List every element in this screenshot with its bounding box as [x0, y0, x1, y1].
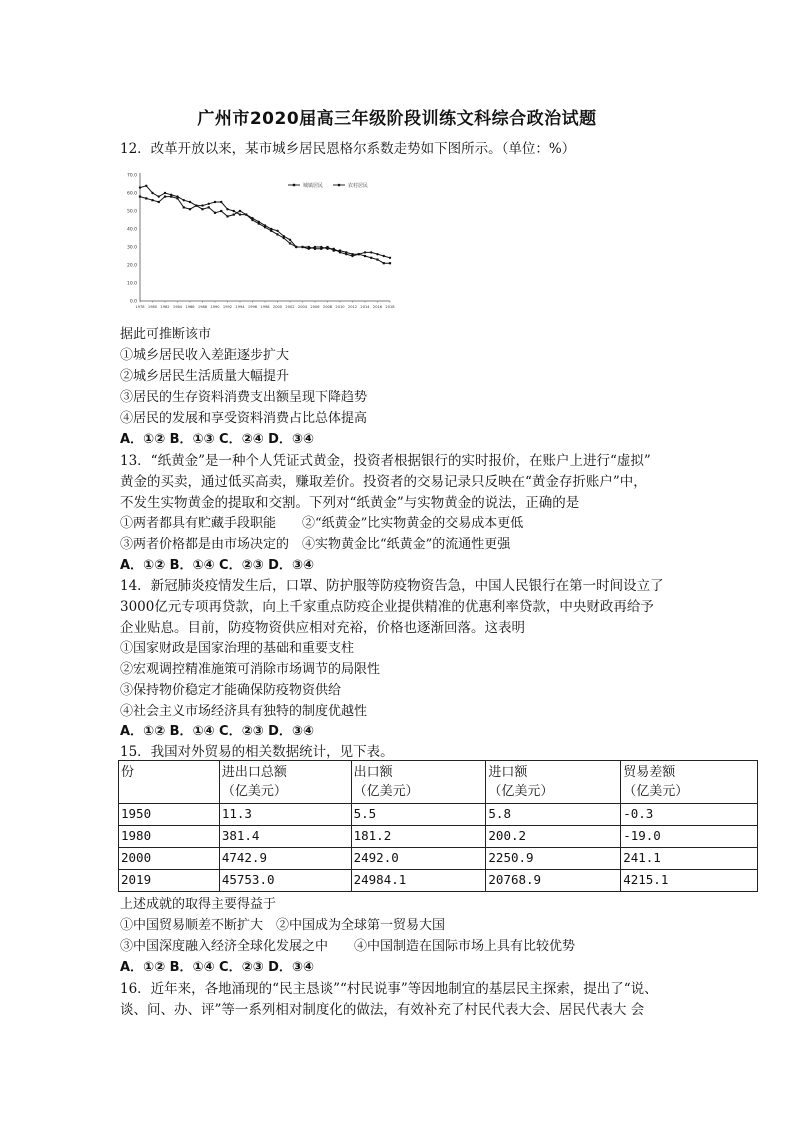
x-tick-label: 2010: [335, 305, 345, 309]
q15-option-line-2: ③中国深度融入经济全球化发展之中 ④中国制造在国际市场上具有比较优势: [120, 939, 576, 954]
cell-import: 200.2: [486, 826, 621, 848]
page-title: 广州市2020届高三年级阶段训练文科综合政治试题: [197, 109, 597, 129]
q16-stem-line-2: 谈、问、办、评”等一系列相对制度化的做法，有效补充了村民代表大会、居民代表大 会: [120, 1002, 645, 1018]
data-point-rural: [226, 208, 228, 210]
q14-stem-line-2: 3000亿元专项再贷款，向上千家重点防疫企业提供精准的优惠利率贷款，中央财政再给予: [120, 599, 654, 615]
data-point-urban: [158, 201, 160, 203]
x-tick-label: 1980: [147, 305, 158, 309]
q13-option-line-1: ①两者都具有贮藏手段职能 ②“纸黄金”比实物黄金的交易成本更低: [120, 516, 524, 531]
data-point-rural: [170, 194, 172, 196]
x-tick-label: 1992: [222, 305, 233, 309]
q12-option-1: ①城乡居民收入差距逐步扩大: [120, 348, 290, 363]
data-point-urban: [164, 196, 166, 198]
q12-answer-choices: A．①② B．①③ C．②④ D．③④: [120, 432, 314, 447]
data-point-rural: [295, 246, 297, 248]
q13-answer-choices: A．①② B．①④ C．②③ D．③④: [120, 558, 314, 573]
cell-balance: 241.1: [621, 848, 758, 870]
data-point-urban: [183, 206, 185, 208]
data-point-rural: [326, 248, 328, 250]
table-row: [119, 848, 758, 870]
q14-option-1: ①国家财政是国家治理的基础和重要支柱: [120, 641, 355, 656]
q16-stem-line-1: 16．近年来，各地涌现的“民主恳谈”“村民说事”等因地制宜的基层民主探索，提出了“说、: [120, 981, 658, 997]
q12-option-3: ③居民的生存资料消费支出额呈现下降趋势: [120, 390, 368, 405]
data-point-rural: [308, 248, 310, 250]
data-point-rural: [333, 248, 335, 250]
data-point-rural: [251, 217, 253, 219]
data-point-urban: [239, 210, 241, 212]
x-tick-label: 2002: [285, 305, 295, 309]
q13-option-line-2: ③两者价格都是由市场决定的 ④实物黄金比“纸黄金”的流通性更强: [120, 537, 511, 552]
cell-total: 381.4: [219, 826, 351, 848]
table-row: [119, 804, 758, 826]
data-point-rural: [158, 195, 160, 197]
data-point-rural: [351, 255, 353, 257]
y-tick-label: 40.0: [126, 227, 137, 233]
data-point-rural: [189, 201, 191, 203]
data-point-urban: [383, 262, 385, 264]
data-point-rural: [201, 204, 203, 206]
q15-answer-choices: A．①② B．①④ C．②③ D．③④: [120, 960, 314, 975]
data-point-rural: [258, 221, 260, 223]
data-point-rural: [220, 201, 222, 203]
legend-marker: [338, 184, 341, 187]
data-point-rural: [145, 185, 147, 187]
table-header-row: [119, 761, 758, 804]
data-point-rural: [364, 251, 366, 253]
cell-export: 181.2: [351, 826, 486, 848]
trade-data-table: [118, 760, 758, 892]
data-point-urban: [189, 208, 191, 210]
header-total-trade: 进出口总额 （亿美元）: [219, 761, 351, 804]
legend-label: 城镇居民: [303, 182, 324, 189]
data-point-rural: [208, 203, 210, 205]
cell-balance: -0.3: [621, 804, 758, 826]
x-tick-label: 1984: [172, 305, 183, 309]
x-tick-label: 2014: [360, 305, 370, 309]
y-tick-label: 30.0: [126, 245, 137, 251]
data-point-urban: [208, 206, 210, 208]
cell-export: 5.5: [351, 804, 486, 826]
data-point-rural: [370, 251, 372, 253]
y-tick-label: 0.0: [129, 299, 137, 305]
cell-import: 20768.9: [486, 870, 621, 892]
y-tick-label: 50.0: [126, 209, 137, 215]
x-tick-label: 1998: [260, 305, 270, 309]
data-point-urban: [364, 255, 366, 257]
cell-total: 11.3: [219, 804, 351, 826]
x-tick-label: 1978: [135, 305, 145, 309]
header-trade-balance: 贸易差额 （亿美元）: [621, 761, 758, 804]
data-point-rural: [389, 257, 391, 259]
y-tick-label: 20.0: [126, 263, 137, 269]
q14-option-2: ②宏观调控精准施策可消除市场调节的局限性: [120, 662, 381, 677]
cell-import: 5.8: [486, 804, 621, 826]
header-year: 份: [119, 761, 220, 804]
cell-total: 4742.9: [219, 848, 351, 870]
y-tick-label: 70.0: [126, 173, 137, 179]
x-tick-label: 1990: [210, 305, 220, 309]
data-point-urban: [151, 199, 153, 201]
x-tick-label: 2000: [272, 305, 283, 309]
data-point-rural: [195, 204, 197, 206]
data-point-urban: [289, 242, 291, 244]
legend-label: 农村居民: [348, 182, 369, 189]
cell-export: 24984.1: [351, 870, 486, 892]
q12-stem: 12．改革开放以来，某市城乡居民恩格尔系数走势如下图所示。（单位：%）: [120, 141, 576, 157]
q12-lead: 据此可推断该市: [120, 327, 212, 342]
table-row: [119, 826, 758, 848]
cell-year: 2000: [119, 848, 220, 870]
q14-answer-choices: A．①② B．①④ C．②③ D．③④: [120, 724, 314, 739]
q12-option-4: ④居民的发展和享受资料消费占比总体提高: [120, 411, 368, 426]
data-point-rural: [301, 246, 303, 248]
data-point-rural: [214, 201, 216, 203]
data-point-urban: [201, 208, 203, 210]
q14-stem-line-3: 企业贴息。目前，防疫物资供应相对充裕，价格也逐渐回落。这表明: [120, 620, 525, 636]
header-import: 进口额 （亿美元）: [486, 761, 621, 804]
x-tick-label: 2016: [372, 305, 383, 309]
cell-year: 1980: [119, 826, 220, 848]
data-point-rural: [376, 253, 378, 255]
x-tick-label: 2006: [310, 305, 320, 309]
data-point-urban: [139, 196, 141, 198]
x-tick-label: 2004: [297, 305, 308, 309]
cell-year: 2019: [119, 870, 220, 892]
q15-lead: 上述成就的取得主要得益于: [120, 897, 277, 912]
data-point-rural: [289, 239, 291, 241]
q14-stem-line-1: 14．新冠肺炎疫情发生后，口罩、防护服等防疫物资告急，中国人民银行在第一时间设立了: [120, 578, 664, 594]
data-point-rural: [183, 199, 185, 201]
data-point-urban: [370, 257, 372, 259]
data-point-rural: [383, 255, 385, 257]
q15-stem: 15．我国对外贸易的相关数据统计，见下表。: [120, 744, 394, 760]
x-tick-label: 1982: [160, 305, 170, 309]
x-tick-label: 1994: [235, 305, 245, 309]
data-point-rural: [164, 192, 166, 194]
data-point-rural: [314, 246, 316, 248]
cell-import: 2250.9: [486, 848, 621, 870]
data-point-urban: [145, 197, 147, 199]
q13-stem-line-2: 黄金的买卖，通过低买高卖，赚取差价。投资者的交易记录只反映在“黄金存折账户”中，: [120, 474, 647, 490]
x-tick-label: 2008: [322, 305, 333, 309]
cell-balance: -19.0: [621, 826, 758, 848]
y-tick-label: 60.0: [126, 191, 137, 197]
q13-stem-line-3: 不发生实物黄金的提取和交割。下列对“纸黄金”与实物黄金的说法，正确的是: [120, 495, 580, 511]
q14-option-4: ④社会主义市场经济具有独特的制度优越性: [120, 704, 368, 719]
data-point-rural: [270, 228, 272, 230]
q13-stem-line-1: 13．“纸黄金”是一种个人凭证式黄金，投资者根据银行的实时报价，在账户上进行“虚拟”: [120, 453, 651, 469]
q12-option-2: ②城乡居民生活质量大幅提升: [120, 369, 290, 384]
data-point-urban: [226, 215, 228, 217]
data-point-rural: [276, 230, 278, 232]
data-point-rural: [339, 251, 341, 253]
data-point-rural: [233, 210, 235, 212]
legend-marker: [293, 184, 295, 186]
data-point-rural: [283, 235, 285, 237]
cell-total: 45753.0: [219, 870, 351, 892]
table-row: [119, 870, 758, 892]
cell-year: 1950: [119, 804, 220, 826]
x-tick-label: 1996: [247, 305, 258, 309]
q14-option-3: ③保持物价稳定才能确保防疫物资供给: [120, 683, 342, 698]
x-tick-label: 2018: [385, 305, 395, 309]
data-point-urban: [376, 259, 378, 261]
data-point-rural: [151, 192, 153, 194]
data-point-urban: [276, 233, 278, 235]
q15-option-line-1: ①中国贸易顺差不断扩大 ②中国成为全球第一贸易大国: [120, 918, 446, 933]
x-tick-label: 1986: [185, 305, 195, 309]
x-tick-label: 1988: [197, 305, 208, 309]
data-point-rural: [345, 253, 347, 255]
y-tick-label: 10.0: [126, 281, 137, 287]
data-point-rural: [176, 195, 178, 197]
data-point-urban: [214, 212, 216, 214]
x-tick-label: 2012: [347, 305, 358, 309]
data-point-rural: [358, 253, 360, 255]
cell-balance: 4215.1: [621, 870, 758, 892]
data-point-rural: [320, 246, 322, 248]
header-export: 出口额 （亿美元）: [351, 761, 486, 804]
data-point-rural: [239, 213, 241, 215]
data-point-rural: [264, 224, 266, 226]
data-point-urban: [220, 210, 222, 212]
data-point-urban: [389, 262, 391, 264]
engel-coefficient-chart: [118, 165, 400, 317]
cell-export: 2492.0: [351, 848, 486, 870]
data-point-urban: [233, 214, 235, 216]
data-point-rural: [139, 186, 141, 188]
data-point-rural: [245, 213, 247, 215]
